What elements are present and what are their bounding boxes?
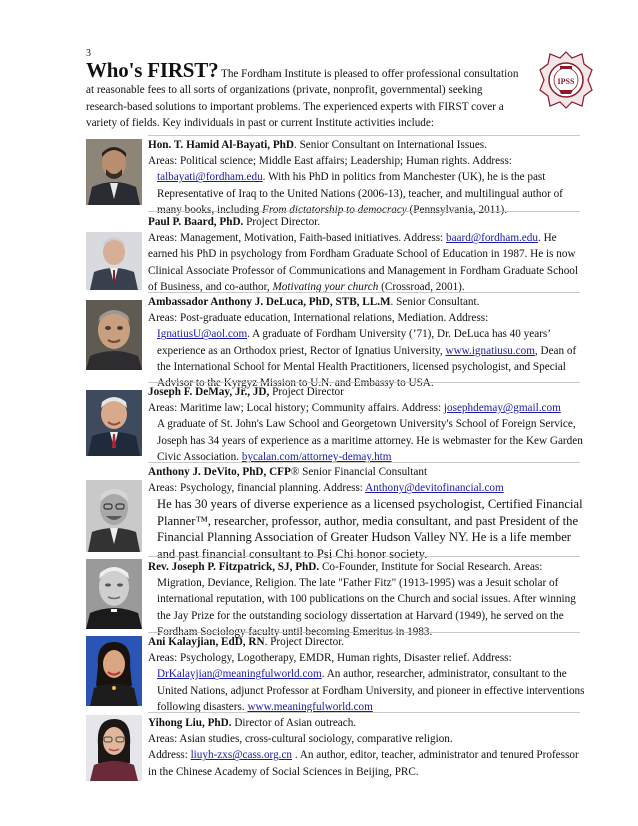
email-link[interactable]: IgnatiusU@aol.com: [157, 328, 248, 341]
book-title: From dictatorship to democracy: [262, 203, 407, 216]
person-title: . Senior Consultant on International Issues.: [293, 139, 487, 151]
intro-paragraph: [86, 58, 522, 131]
address-label: Address:: [148, 749, 191, 762]
person-bio: . An author, researcher, administrator, consultant to the United Nations, adjunct Professor at Fordham University, and pioneer in effective interventions following disasters.: [157, 668, 585, 713]
person-areas: Areas: Management, Motivation, Faith-based initiatives. Address:: [148, 232, 446, 245]
person-name: Joseph F. DeMay, Jr., JD,: [148, 386, 270, 398]
email-link[interactable]: DrKalayjian@meaningfulworld.com: [157, 668, 322, 681]
website-link[interactable]: www.ignatiusu.com: [445, 344, 535, 357]
book-title: Motivating your church: [272, 280, 379, 293]
page-number: 3: [86, 48, 91, 59]
person-bio: . He earned his PhD in psychology from Fordham Graduate School of Education in 1987. He is now Clinical Associate Professor of Communications and Management in Fordham Graduate School of Business, and co-author,: [148, 232, 579, 293]
intro-text: The Fordham Institute is pleased to offer professional consultation at reasonable fees to all sorts of organizations (private, nonprofit, governmental) seeking research-based solutions to important problems. The experienced experts with FIRST cover a variety of fields. Key individuals in past or current Institute activities include:: [86, 68, 519, 129]
portrait-photo: [86, 715, 142, 781]
email-link[interactable]: Anthony@devitofinancial.com: [365, 482, 504, 495]
person-areas: Areas: Political science; Middle East affairs; Leadership; Human rights. Address:: [148, 155, 512, 168]
person-bio: . With his PhD in politics from Manchester (UK), he is the past Representative of Iraq to the United Nations (2006-13), teacher, and multilingual author of many books, including: [157, 171, 563, 216]
person-name: Ani Kalayjian, EdD, RN: [148, 636, 265, 648]
person-name: Anthony J. DeVito, PhD, CFP: [148, 466, 291, 478]
institute-seal-logo: [538, 50, 594, 110]
website-link[interactable]: bycalan.com/attorney-demay.htm: [241, 450, 392, 463]
person-bio-end: , Dean of the International School for Mental Health Practitioners, licensed psychologist, and Special Advisor to the Kyrgyz Mission to U.N. and Embassy to USA.: [157, 344, 577, 390]
portrait-photo: [86, 559, 142, 629]
portrait-photo: [86, 390, 142, 456]
divider: [148, 211, 580, 212]
person-name: Yihong Liu, PhD.: [148, 717, 232, 729]
portrait-photo: [86, 480, 142, 552]
person-bio: A graduate of St. John's Law School and Georgetown University's School of Foreign Service, Joseph has 34 years of experience as a maritime attorney. He is webmaster for the Kew Garden Civic Association.: [157, 418, 583, 463]
person-title: . Project Director.: [264, 636, 345, 648]
person-name: Paul P. Baard, PhD.: [148, 216, 244, 228]
portrait-photo: [86, 636, 142, 706]
website-link[interactable]: www.meaningfulworld.com: [247, 700, 373, 713]
divider: [148, 382, 580, 383]
person-areas: Areas: Post-graduate education, International relations, Mediation. Address:: [148, 312, 489, 325]
divider: [148, 292, 580, 293]
divider: [148, 632, 580, 633]
person-entry-kalayjian: [86, 634, 586, 713]
person-title: Director of Asian outreach.: [231, 717, 357, 729]
person-areas: Areas: Maritime law; Local history; Community affairs. Address:: [148, 402, 444, 415]
divider: [148, 556, 580, 557]
person-name: Rev. Joseph P. Fitzpatrick, SJ, PhD.: [148, 561, 320, 573]
divider: [148, 712, 580, 713]
person-title: Co-Founder, Institute for Social Research. Areas:: [319, 561, 543, 573]
portrait-photo: [86, 139, 142, 205]
person-title: . Senior Consultant.: [390, 296, 480, 308]
person-bio-end: (Pennsylvania, 2011).: [406, 203, 507, 216]
person-areas: Areas: Psychology, Logotherapy, EMDR, Human rights, Disaster relief. Address:: [148, 652, 512, 665]
person-title: Project Director: [269, 386, 344, 398]
email-link[interactable]: josephdemay@gmail.com: [443, 402, 561, 415]
person-areas: Areas: Psychology, financial planning. Address:: [148, 482, 366, 495]
person-entry-liu: [86, 715, 586, 787]
email-link[interactable]: talbayati@fordham.edu: [157, 171, 263, 184]
person-bio: . A graduate of Fordham University (’71), Dr. DeLuca has 40 years’ experience as an Orthodox priest, Rector of Ignatius University,: [157, 328, 551, 357]
person-name: Hon. T. Hamid Al-Bayati, PhD: [148, 139, 294, 151]
page-title: Who's FIRST?: [86, 58, 219, 82]
person-name: Ambassador Anthony J. DeLuca, PhD, STB, LL.M: [148, 296, 391, 308]
person-title: Senior Financial Consultant: [299, 466, 428, 478]
person-bio: Migration, Deviance, Religion. The late "Father Fitz" (1913-1995) was a Jesuit scholar of international reputation, with 100 publications on the Church and social issues. After winning the Jay Prize for the outstanding sociology dissertation at Harvard (1949), he served on the Fordham Sociology faculty until becoming Emeritus in 1983.: [157, 577, 576, 638]
person-entry-albayati: [86, 137, 586, 216]
person-bio-end: (Crossroad, 2001).: [378, 280, 465, 293]
divider: [148, 135, 580, 136]
person-entry-baard: [86, 214, 586, 293]
person-areas: Areas: Asian studies, cross-cultural sociology, comparative religion.: [148, 733, 453, 746]
person-entry-devito: [86, 464, 586, 561]
email-link[interactable]: liuyh-zxs@cass.org.cn: [190, 749, 293, 762]
trademark-symbol: ®: [290, 466, 300, 478]
person-bio: . An author, editor, teacher, administrator and tenured Professor in the Chinese Academy of Social Sciences in Beijing, PRC.: [148, 749, 579, 778]
email-link[interactable]: baard@fordham.edu: [445, 232, 538, 245]
portrait-photo: [86, 232, 142, 290]
portrait-photo: [86, 300, 142, 370]
person-entry-demay: [86, 384, 586, 463]
person-entry-deluca: [86, 294, 586, 390]
seal-label: IPSS: [557, 77, 575, 86]
person-title: Project Director.: [243, 216, 321, 228]
person-bio: He has 30 years of diverse experience as a licensed psychologist, Certified Financial Planner™, researcher, professor, author, media consultant, and past President of the Financial Planning Association of Greater Hudson Valley NY. He is a life member and past financial consultant to Psi Chi honor society.: [157, 497, 583, 561]
person-entry-fitzpatrick: [86, 559, 586, 638]
divider: [148, 462, 580, 463]
